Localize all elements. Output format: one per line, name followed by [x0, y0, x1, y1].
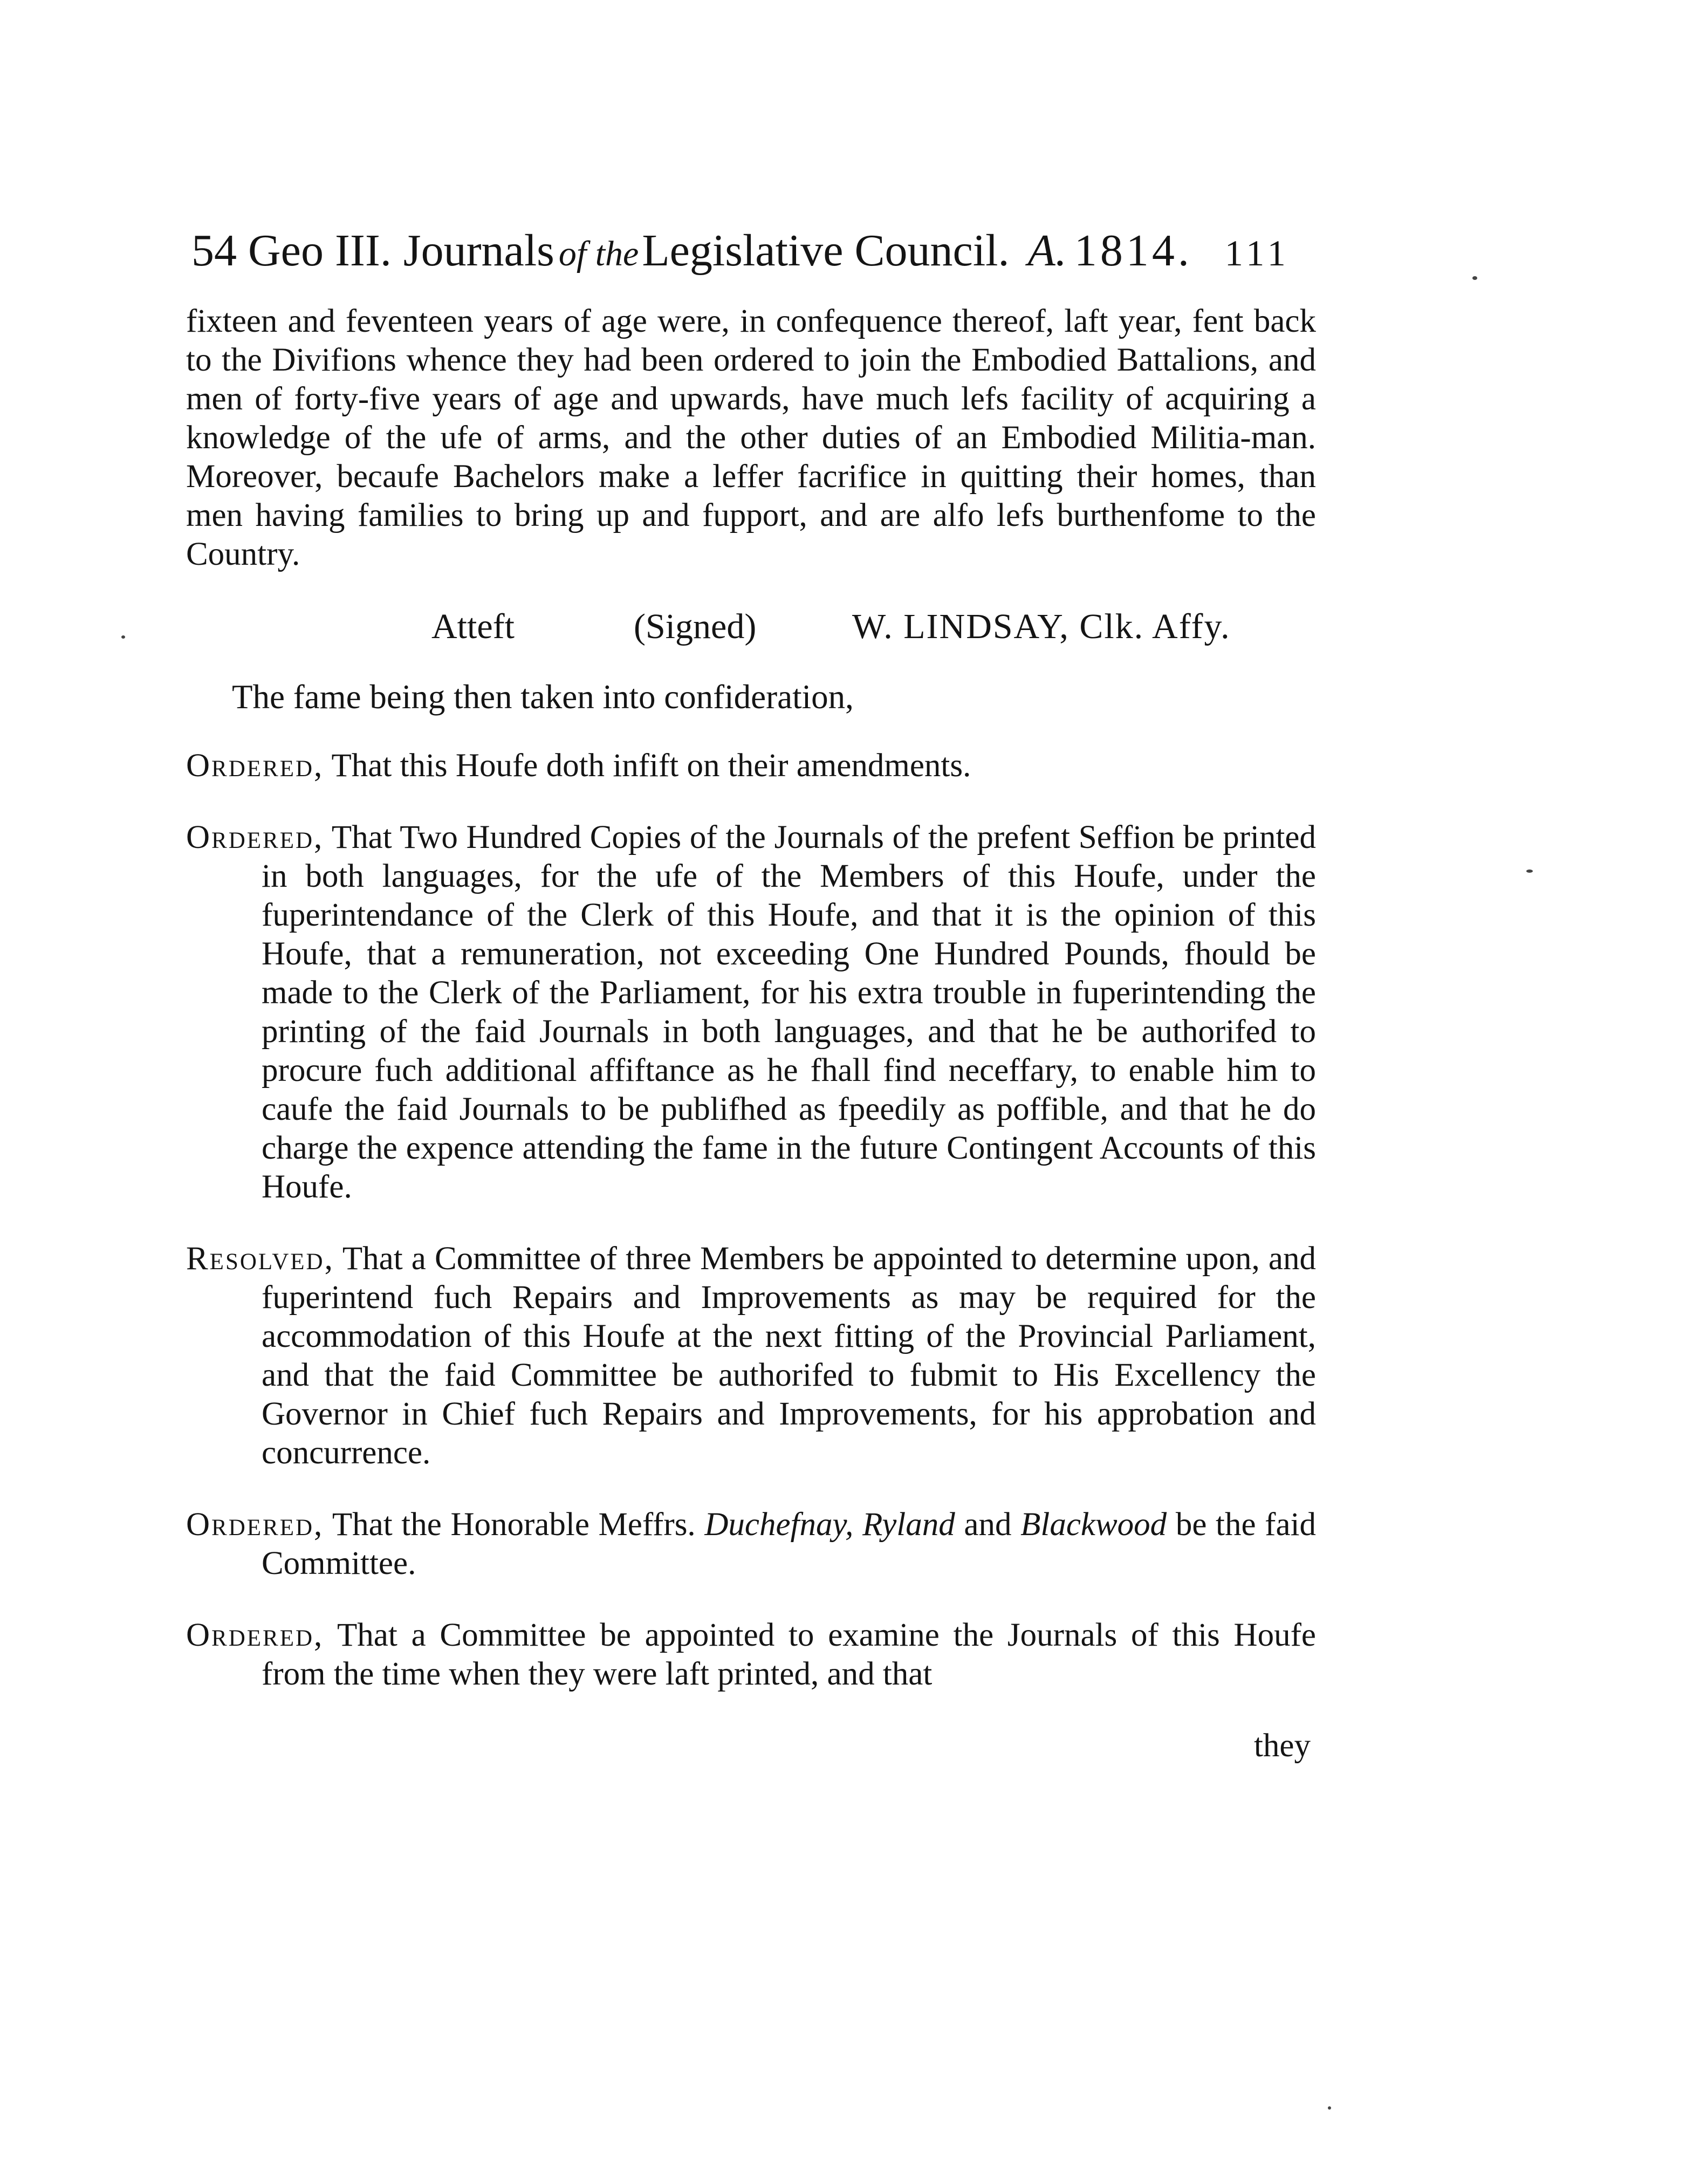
entry-ordered-examine	[186, 1616, 1316, 1694]
entry-ordered-printing	[186, 818, 1316, 1207]
entry-lead: Resolved,	[186, 1241, 334, 1277]
header-of-the: of the	[558, 234, 639, 273]
entry-text: That a Committee of three Members be appointed to determine upon, and fuperintend fuch Repairs and Improvements as may be required for the accommodation of this Houfe at the next fitting of the Provincial Parliament, and that the faid Committee be authorifed to fubmit to His Excellency the Governor in Chief fuch Repairs and Improvements, for his approbation and concurrence.	[262, 1241, 1316, 1471]
entry-lead: Ordered,	[186, 748, 324, 784]
header-council: Legislative Council.	[642, 225, 1010, 276]
running-header	[191, 213, 1346, 289]
entry-text: That a Committee be appointed to examine the Journals of this Houfe from the time when they were laft printed, and that	[262, 1617, 1316, 1692]
entry-lead: Ordered,	[186, 819, 324, 855]
member-name-ryland: Ryland	[862, 1507, 955, 1543]
catchword: they	[1253, 1728, 1311, 1764]
header-reign: 54 Geo III.	[191, 225, 392, 276]
header-year: 1814.	[1074, 225, 1192, 276]
entry-lead: Ordered,	[186, 1507, 324, 1543]
attest-signatory: W. LINDSAY, Clk. Affy.	[852, 607, 1231, 646]
attest-signed: (Signed)	[634, 607, 757, 646]
paper-speck	[121, 635, 125, 639]
entry-lead: Ordered,	[186, 1617, 324, 1653]
entry-text-before: That the Honorable Meffrs.	[332, 1507, 696, 1543]
header-anno: A.	[1027, 225, 1067, 276]
entry-resolved-committee	[186, 1240, 1316, 1473]
header-journals: Journals	[403, 225, 554, 276]
entry-text: That this Houfe doth infift on their amendments.	[331, 748, 971, 784]
entry-ordered-members	[186, 1505, 1316, 1583]
attest-word: Atteft	[431, 607, 515, 646]
paper-speck	[1328, 2106, 1331, 2110]
member-name-duchesnay: Duchefnay,	[704, 1507, 854, 1543]
entry-ordered-insist	[186, 747, 1316, 785]
attestation-line	[186, 600, 1316, 654]
consideration-line: The fame being then taken into confideration,	[232, 678, 854, 716]
page-number: 111	[1224, 232, 1290, 273]
entry-and-word: and	[964, 1507, 1012, 1543]
entry-text: That Two Hundred Copies of the Journals of the prefent Seffion be printed in both languages, for the ufe of the Members of this Houfe, under the fuperintendance of the Clerk of this Houfe, and that it is the opinion of this Houfe, that a remuneration, not exceeding One Hundred Pounds, fhould be made to the Clerk of the Parliament, for his extra trouble in fuperintending the printing of the faid Journals in both languages, and that he be authorifed to procure fuch additional affiftance as he fhall find neceffary, to enable him to caufe the faid Journals to be publifhed as fpeedily as poffible, and that he do charge the expence attending the fame in the future Contingent Accounts of this Houfe.	[262, 819, 1316, 1205]
entry-text-after: be the faid Committee.	[262, 1507, 1317, 1581]
continued-paragraph: fixteen and feventeen years of age were, in confequence thereof, laft year, fent back to the Divifions whence they had been ordered to join the Embodied Battalions, and men of forty-five years of age and upwards, have much lefs facility of acquiring a knowledge of the ufe of arms, and the other duties of an Embodied Militia-man. Moreover, becaufe Bachelors make a leffer facrifice in quitting their homes, than men having families to bring up and fupport, and are alfo lefs burthenfome to the Country.	[186, 303, 1316, 572]
member-name-blackwood: Blackwood	[1020, 1507, 1167, 1543]
paper-speck	[1526, 870, 1533, 873]
page-body	[186, 302, 1316, 1765]
paper-speck	[1472, 276, 1477, 280]
